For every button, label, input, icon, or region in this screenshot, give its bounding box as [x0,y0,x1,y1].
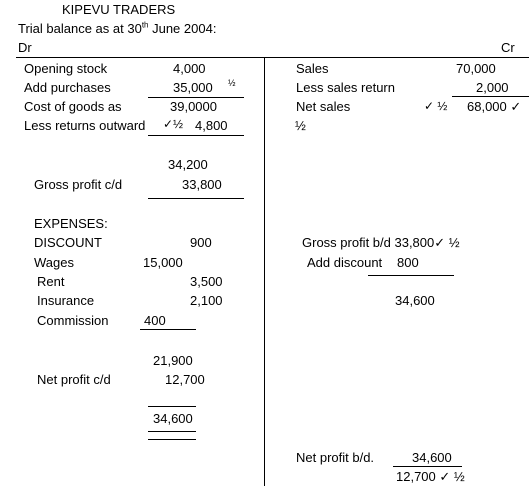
add-purchases-value: 35,000 [173,80,213,95]
net-profit-cd-label: Net profit c/d [37,372,111,387]
returns-underline [148,135,244,136]
total-top-rule [148,406,196,407]
discount-value: 900 [190,235,212,250]
sales-return-value: 2,000 [476,80,509,95]
wages-value: 15,000 [143,255,183,270]
add-discount-value: 800 [397,255,419,270]
net-profit-underline [393,466,462,467]
trial-balance-title [18,21,216,36]
subtotal-value: 34,200 [168,157,208,172]
half-mark: ½ [228,78,236,88]
rent-value: 3,500 [190,274,223,289]
commission-value: 400 [144,313,166,328]
title-text: Trial balance as at 30 [18,21,142,36]
net-profit-final: 12,700 ✓ ½ [396,469,465,484]
net-profit-bd-label: Net profit b/d. [296,450,375,465]
opening-stock-label: Opening stock [24,61,108,76]
dr-label: Dr [18,40,32,55]
commission-label: Commission [37,313,109,328]
add-discount-underline [368,275,454,276]
add-purchases-label: Add purchases [24,80,111,95]
net-profit-bd-value: 34,600 [412,450,452,465]
gross-profit-bd: Gross profit b/d 33,800✓ ½ [302,235,460,250]
center-divider [264,57,265,486]
tick-mark: ✓½ [163,117,184,131]
sales-label: Sales [296,61,329,76]
gross-profit-underline [148,198,244,199]
debit-grand-total: 34,600 [153,411,193,426]
company-name: KIPEVU TRADERS [62,2,176,17]
expenses-total: 21,900 [153,353,193,368]
total-double-rule-2 [148,439,196,440]
sales-value: 70,000 [456,61,496,76]
title-date: June 2004: [148,21,217,36]
cost-of-goods-label: Cost of goods as [24,99,122,114]
net-profit-cd-value: 12,700 [165,372,205,387]
wages-label: Wages [34,255,74,270]
discount-label: DISCOUNT [34,235,102,250]
net-sales-mark: ✓ ½ [424,99,448,113]
purchases-underline [148,97,244,98]
commission-underline [140,329,196,330]
opening-stock-value: 4,000 [173,61,206,76]
cost-of-goods-value: 39,0000 [170,99,217,114]
add-discount-label: Add discount [307,255,383,270]
total-double-rule-1 [148,431,196,432]
insurance-value: 2,100 [190,293,223,308]
gross-profit-cd-label: Gross profit c/d [34,177,123,192]
sales-return-underline [452,96,529,97]
half-mark-note: ½ [295,118,306,133]
cr-label: Cr [501,40,515,55]
credit-total: 34,600 [395,293,435,308]
net-sales-value: 68,000 ✓ [467,99,522,114]
returns-outward-value: 4,800 [195,118,228,133]
header-rule [16,57,529,58]
title-superscript: th [141,20,149,30]
sales-return-label: Less sales return [296,80,395,95]
expenses-heading: EXPENSES: [34,216,108,231]
rent-label: Rent [37,274,65,289]
net-sales-label: Net sales [296,99,351,114]
insurance-label: Insurance [37,293,95,308]
returns-outward-label: Less returns outward [24,118,146,133]
gross-profit-cd-value: 33,800 [182,177,222,192]
